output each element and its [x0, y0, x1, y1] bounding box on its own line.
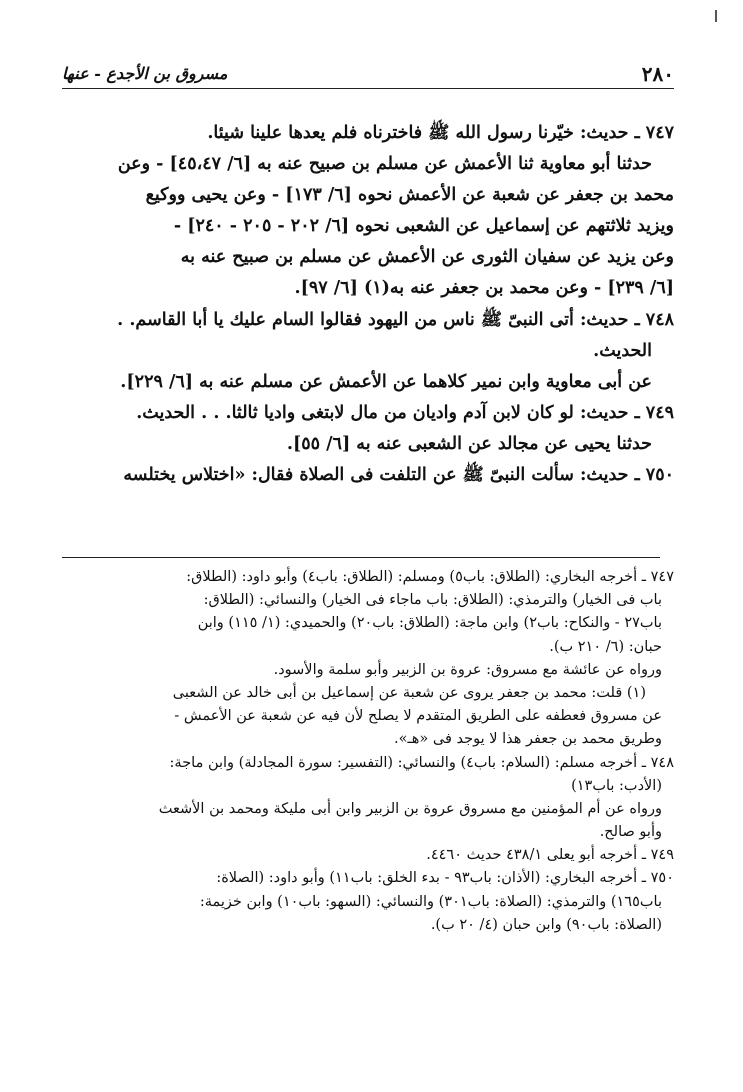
text-line: عن أبى معاوية وابن نمير كلاهما عن الأعمش عن مسلم عنه به [٦/ ٢٢٩].: [120, 371, 652, 392]
text-line: ٧٤٧ ـ حديث: خيّرنا رسول الله ﷺ فاخترناه فلم يعدها علينا شيئا.: [207, 123, 674, 143]
footnote-line: ٧٤٨ ـ أخرجه مسلم: (السلام: باب٤) والنسائي: (التفسير: سورة المجادلة) وابن ماجة:: [169, 754, 674, 771]
footnote-line: ٧٥٠ ـ أخرجه البخاري: (الأذان: باب٩٣ - بدء الخلق: باب١١) وأبو داود: (الصلاة:: [216, 870, 674, 887]
text-line: [٦/ ٢٣٩] - وعن محمد بن جعفر عنه به(١) [٦/ ٩٧].: [294, 278, 674, 299]
text-line: وعن يزيد عن سفيان الثورى عن الأعمش عن مسلم بن صبيح عنه به: [180, 247, 674, 268]
scan-mark: [715, 10, 717, 22]
footnote-line: (الصلاة: باب٩٠) وابن حبان (٤/ ٢٠ ب).: [430, 916, 662, 933]
page-number: ٢٨٠: [641, 62, 674, 86]
footnotes: [62, 566, 674, 937]
footnote-line: (١) قلت: محمد بن جعفر يروى عن شعبة عن إسماعيل بن أبى خالد عن الشعبى: [172, 684, 646, 701]
page-header: [62, 62, 674, 89]
footnote-line: ٧٤٧ ـ أخرجه البخاري: (الطلاق: باب٥) ومسلم: (الطلاق: باب٤) وأبو داود: (الطلاق:: [186, 569, 674, 585]
footnote-line: (الأدب: باب١٣): [571, 777, 662, 794]
text-line: حدثنا يحيى عن مجالد عن الشعبى عنه به [٦/ ٥٥].: [286, 433, 652, 454]
footnote-line: ورواه عن أم المؤمنين مع مسروق عروة بن الزبير وابن أبى مليكة ومحمد بن الأشعث: [158, 800, 662, 817]
text-line: ويزيد ثلاثتهم عن إسماعيل عن الشعبى نحوه [٦/ ٢٠٢ - ٢٠٥ - ٢٤٠] -: [173, 216, 674, 237]
running-title: مسروق بن الأجدع - عنها: [62, 64, 228, 83]
footnote-separator: [62, 557, 660, 558]
footnote-line: باب١٦٥) والترمذي: (الصلاة: باب٣٠١) والنسائي: (السهو: باب١٠) وابن خزيمة:: [199, 893, 662, 910]
footnote-line: وطريق محمد بن جعفر هذا لا يوجد فى «هـ».: [394, 731, 662, 748]
footnote-line: باب فى الخيار) والترمذي: (الطلاق: باب ماجاء فى الخيار) والنسائي: (الطلاق:: [203, 592, 662, 609]
text-line: الحديث.: [593, 340, 652, 361]
text-line: حدثنا أبو معاوية ثنا الأعمش عن مسلم بن صبيح عنه به [٦/ ٤٥،٤٧] - وعن: [117, 154, 652, 175]
footnote-line: عن مسروق فعطفه على الطريق المتقدم لا يصلح لأن فيه عن شعبة عن الأعمش -: [174, 708, 662, 725]
footnote-line: ورواه عن عائشة مع مسروق: عروة بن الزبير وأبو سلمة والأسود.: [273, 661, 662, 678]
footnote-line: وأبو صالح.: [599, 824, 662, 841]
footnote-line: حبان: (٦/ ٢١٠ ب).: [549, 638, 662, 655]
footnote-line: ٧٤٩ ـ أخرجه أبو يعلى ٤٣٨/١ حديث ٤٤٦٠.: [426, 847, 674, 864]
text-line: ٧٤٨ ـ حديث: أتى النبىّ ﷺ ناس من اليهود فقالوا السام عليك يا أبا القاسم. .: [117, 309, 674, 330]
text-line: محمد بن جعفر عن شعبة عن الأعمش نحوه [٦/ ١٧٣] - وعن يحيى ووكيع: [145, 185, 674, 206]
footnote-line: باب٢٧ - والنكاح: باب٢) وابن ماجة: (الطلاق: باب٢٠) والحميدي: (١/ ١١٥) وابن: [197, 615, 662, 632]
text-line: ٧٤٩ ـ حديث: لو كان لابن آدم واديان من مال لابتغى واديا ثالثا. . . الحديث.: [136, 402, 674, 423]
text-line: ٧٥٠ ـ حديث: سألت النبىّ ﷺ عن التلفت فى الصلاة فقال: «اختلاس يختلسه: [123, 465, 674, 486]
main-text: [62, 118, 674, 491]
